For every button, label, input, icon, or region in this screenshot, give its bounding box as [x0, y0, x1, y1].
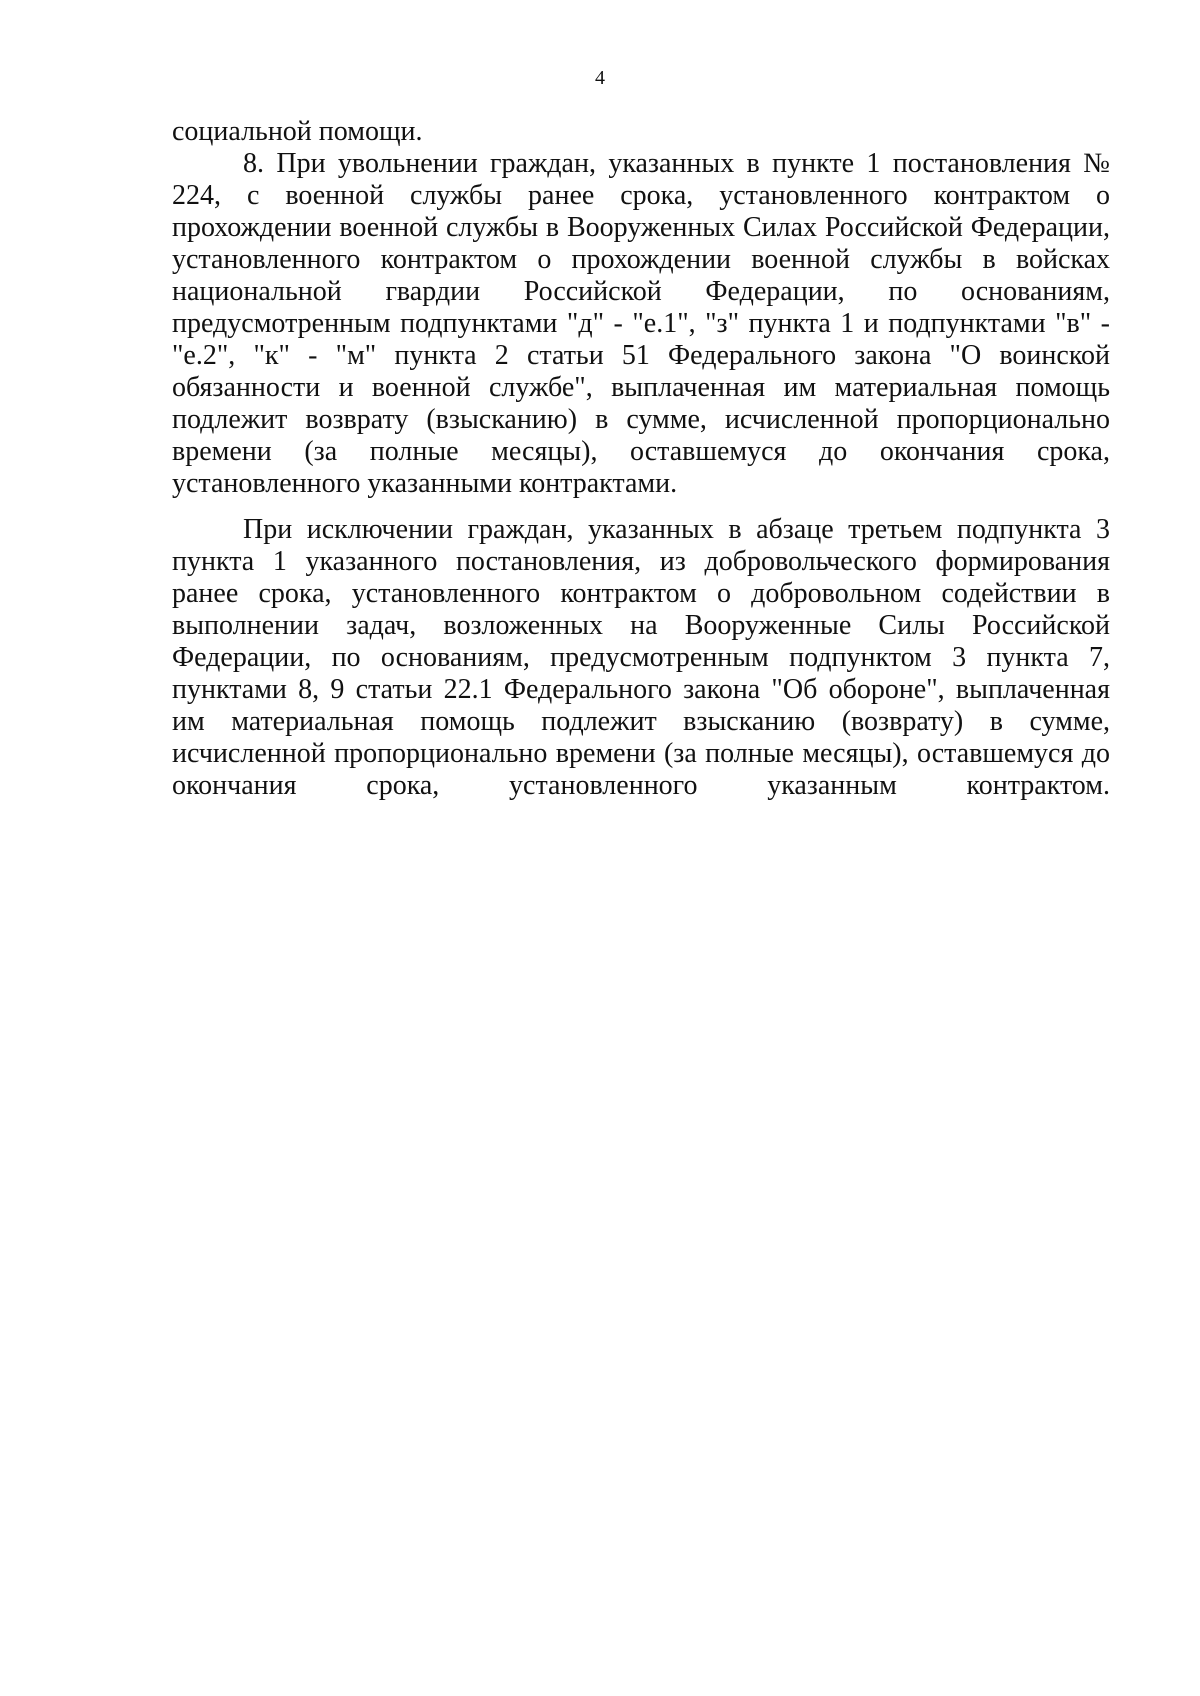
paragraph-8: 8. При увольнении граждан, указанных в пункте 1 постановления № 224, с военной службы ранее срока, установленного контрактом о прохождении военной службы в Вооруженных Силах Российской Федерации, установленного контрактом о прохождении военной службы в войсках национальной гвардии Российской Федерации, по основаниям, предусмотренным подпунктами "д" - "е.1", "з" пункта 1 и подпунктами "в" - "е.2", "к" - "м" пункта 2 статьи 51 Федерального закона "О воинской обязанности и военной службе", выплаченная им материальная помощь подлежит возврату (взысканию) в сумме, исчисленной пропорционально времени (за полные месяцы), оставшемуся до окончания срока, установленного указанными контрактами. — [172, 148, 1110, 499]
continuation-line: социальной помощи. — [172, 116, 423, 147]
paragraph-exclusion: При исключении граждан, указанных в абзаце третьем подпункта 3 пункта 1 указанного постановления, из добровольческого формирования ранее срока, установленного контрактом о добровольном содействии в выполнении задач, возложенных на Вооруженные Силы Российской Федерации, по основаниям, предусмотренным подпунктом 3 пункта 7, пунктами 8, 9 статьи 22.1 Федерального закона "Об обороне", выплаченная им материальная помощь подлежит взысканию (возврату) в сумме, исчисленной пропорционально времени (за полные месяцы), оставшемуся до окончания срока, установленного указанным контрактом. — [172, 514, 1110, 801]
page-number: 4 — [595, 67, 605, 89]
document-body — [172, 116, 1110, 802]
